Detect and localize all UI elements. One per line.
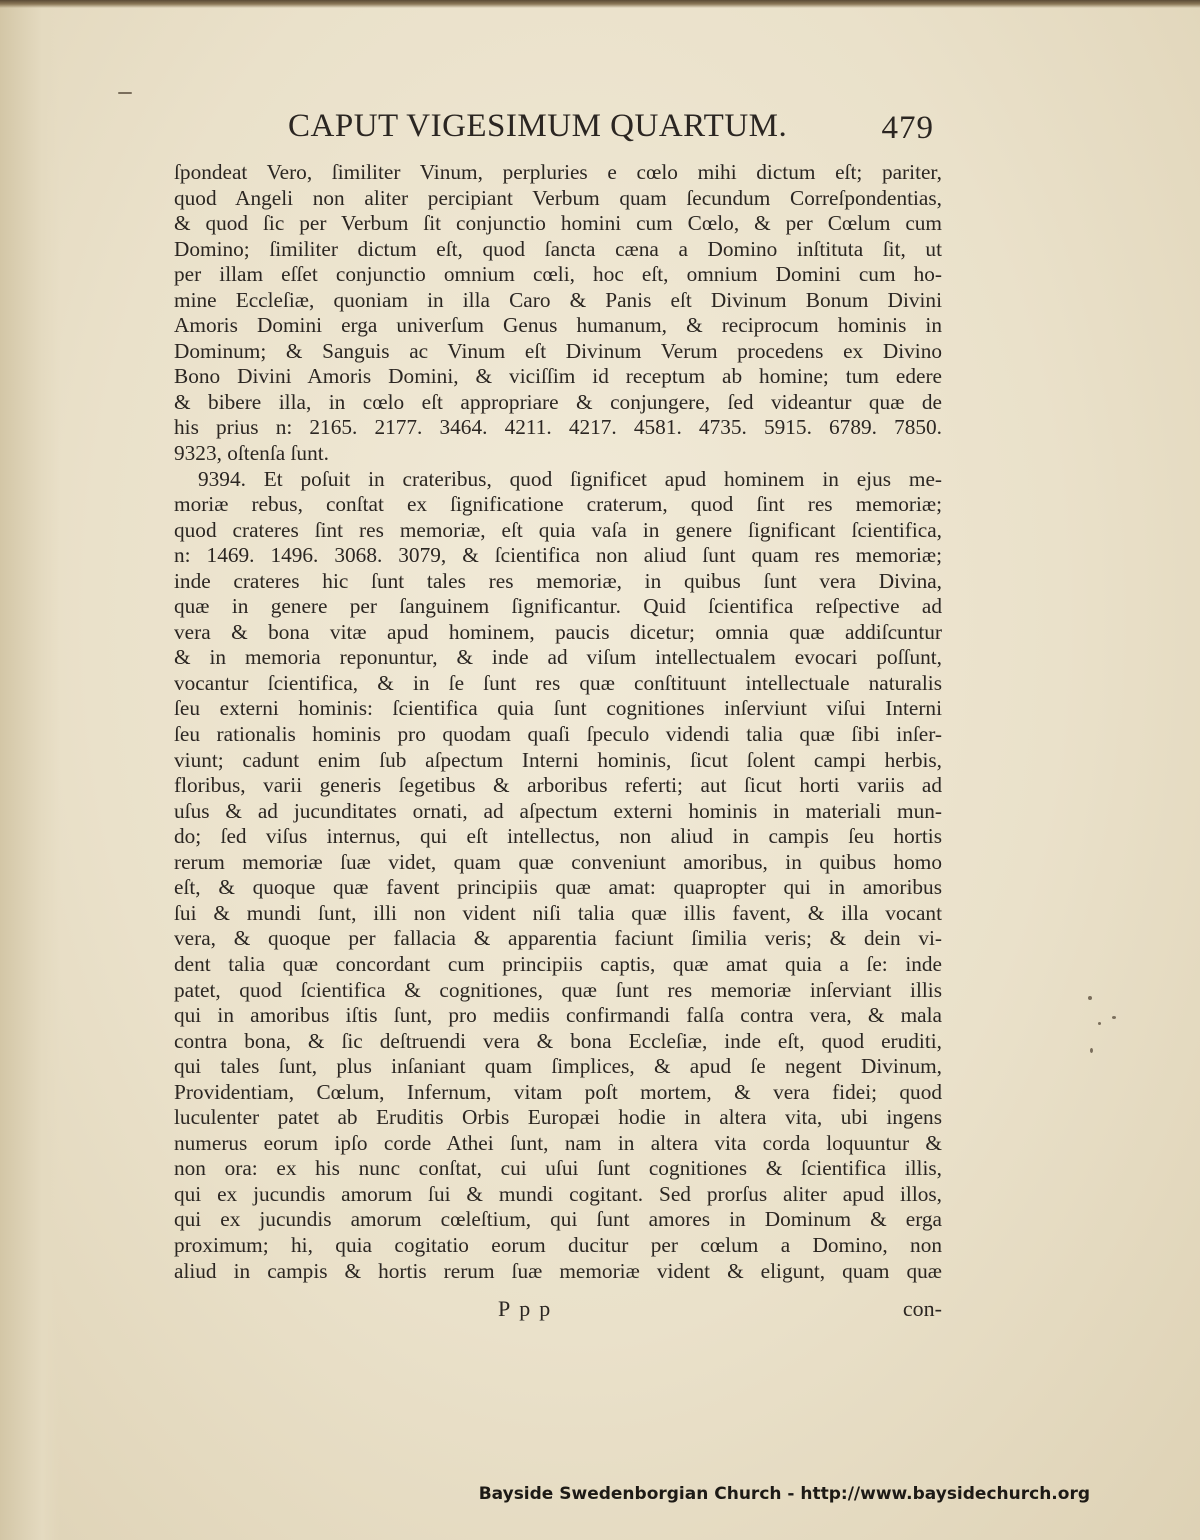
page-top-edge — [0, 0, 1200, 8]
page-number: 479 — [881, 110, 934, 146]
text-line: & in memoria reponuntur, & inde ad viſum intellectualem evocari poſſunt, — [174, 645, 942, 670]
text-line: & bibere illa, in cœlo eſt appropriare & conjungere, ſed videantur quæ de — [174, 389, 942, 414]
text-line: do; ſed viſus internus, qui eſt intellectus, non aliud in campis ſeu hortis — [174, 824, 942, 849]
text-line: inde crateres hic ſunt tales res memoriæ, in quibus ſunt vera Divina, — [174, 568, 942, 593]
text-line: patet, quod ſcientifica & cognitiones, quæ ſunt res memoriæ inſerviant illis — [174, 977, 942, 1002]
page-header — [288, 108, 948, 158]
text-line: moriæ rebus, conſtat ex ſignificatione craterum, quod ſint res memoriæ; — [174, 492, 942, 517]
text-line: qui tales ſunt, plus inſaniant quam ſimplices, & apud ſe negent Divinum, — [174, 1054, 942, 1079]
text-line: non ora: ex his nunc conſtat, cui uſui ſunt cognitiones & ſcientifica illis, — [174, 1156, 942, 1181]
text-line: vocantur ſcientifica, & in ſe ſunt res quæ conſtituunt intellectuale naturalis — [174, 670, 942, 695]
text-line: & quod ſic per Verbum ſit conjunctio homini cum Cœlo, & per Cœlum cum — [174, 211, 942, 236]
watermark: Bayside Swedenborgian Church - http://www.baysidechurch.org — [478, 1484, 1090, 1504]
text-line: vera, & quoque per fallacia & apparentia faciunt ſimilia veris; & dein vi- — [174, 926, 942, 951]
paper-speck — [1098, 1022, 1101, 1025]
text-line: ſeu rationalis hominis pro quodam quaſi ſpeculo videndi talia quæ ſibi inſer- — [174, 722, 942, 747]
text-line: quod crateres ſint res memoriæ, eſt quia vaſa in genere ſignificant ſcientifica, — [174, 517, 942, 542]
text-line: Amoris Domini erga univerſum Genus humanum, & reciprocum hominis in — [174, 313, 942, 338]
text-line: rerum memoriæ ſuæ videt, quam quæ conveniunt amoribus, in quibus homo — [174, 849, 942, 874]
text-line: viunt; cadunt enim ſub aſpectum Interni hominis, ſicut ſolent campi herbis, — [174, 747, 942, 772]
text-line: Domino; ſimiliter dictum eſt, quod ſancta cæna a Domino inſtituta ſit, ut — [174, 236, 942, 261]
running-title: CAPUT VIGESIMUM QUARTUM. — [288, 108, 788, 144]
paper-speck — [1088, 996, 1092, 1000]
page-footer — [174, 1296, 942, 1326]
text-line: 9394. Et poſuit in crateribus, quod ſignificet apud hominem in ejus me- — [198, 466, 942, 491]
text-line: dent talia quæ concordant cum principiis captis, quæ amat quia a ſe: inde — [174, 951, 942, 976]
text-line: Providentiam, Cœlum, Infernum, vitam poſt mortem, & vera fidei; quod — [174, 1079, 942, 1104]
text-line: ſeu externi hominis: ſcientifica quia ſunt cognitiones inſerviunt viſui Interni — [174, 696, 942, 721]
text-line: quæ in genere per ſanguinem ſignificantur. Quid ſcientifica reſpective ad — [174, 594, 942, 619]
catchword: con- — [902, 1296, 942, 1321]
text-line: his prius n: 2165. 2177. 3464. 4211. 4217. 4581. 4735. 5915. 6789. 7850. — [174, 415, 942, 440]
text-line: Dominum; & Sanguis ac Vinum eſt Divinum Verum procedens ex Divino — [174, 338, 942, 363]
text-line: proximum; hi, quia cogitatio eorum ducitur per cœlum a Domino, non — [174, 1232, 942, 1257]
text-line: luculenter patet ab Eruditis Orbis Europæi hodie in altera vita, ubi ingens — [174, 1105, 942, 1130]
text-line: aliud in campis & hortis rerum ſuæ memoriæ vident & eligunt, quam quæ — [174, 1258, 942, 1283]
text-line: per illam eſſet conjunctio omnium cœli, hoc eſt, omnium Domini cum ho- — [174, 262, 942, 287]
paper-speck — [118, 92, 132, 94]
text-line: eſt, & quoque quæ favent principiis quæ amat: quapropter qui in amoribus — [174, 875, 942, 900]
body-text — [174, 160, 942, 1284]
text-line: qui ex jucundis amorum cœleſtium, qui ſunt amores in Dominum & erga — [174, 1207, 942, 1232]
text-line: uſus & ad jucunditates ornati, ad aſpectum externi hominis in materiali mun- — [174, 798, 942, 823]
text-line: floribus, varii generis ſegetibus & arboribus referti; aut ſicut horti variis ad — [174, 773, 942, 798]
text-line: contra bona, & ſic deſtruendi vera & bona Eccleſiæ, inde eſt, quod eruditi, — [174, 1028, 942, 1053]
text-line: n: 1469. 1496. 3068. 3079, & ſcientifica non aliud ſunt quam res memoriæ; — [174, 543, 942, 568]
paper-speck — [1090, 1048, 1093, 1053]
text-line: vera & bona vitæ apud hominem, paucis dicetur; omnia quæ addiſcuntur — [174, 619, 942, 644]
text-line: Bono Divini Amoris Domini, & viciſſim id receptum ab homine; tum edere — [174, 364, 942, 389]
text-line: qui ex jucundis amorum ſui & mundi cogitant. Sed prorſus aliter apud illos, — [174, 1181, 942, 1206]
text-line: quod Angeli non aliter percipiant Verbum quam ſecundum Correſpondentias, — [174, 185, 942, 210]
paper-speck — [1112, 1016, 1116, 1019]
signature-mark: Ppp — [498, 1296, 560, 1321]
text-line: numerus eorum ipſo corde Athei ſunt, nam in altera vita corda loquuntur & — [174, 1130, 942, 1155]
text-line: ſui & mundi ſunt, illi non vident niſi talia quæ illis favent, & illa vocant — [174, 900, 942, 925]
text-line: 9323, oſtenſa ſunt. — [174, 441, 329, 466]
text-line: mine Eccleſiæ, quoniam in illa Caro & Panis eſt Divinum Bonum Divini — [174, 287, 942, 312]
text-line: ſpondeat Vero, ſimiliter Vinum, perpluries e cœlo mihi dictum eſt; pariter, — [174, 160, 942, 184]
text-line: qui in amoribus iſtis ſunt, pro mediis confirmandi falſa contra vera, & mala — [174, 1003, 942, 1028]
page-gutter-shadow — [0, 0, 60, 1540]
